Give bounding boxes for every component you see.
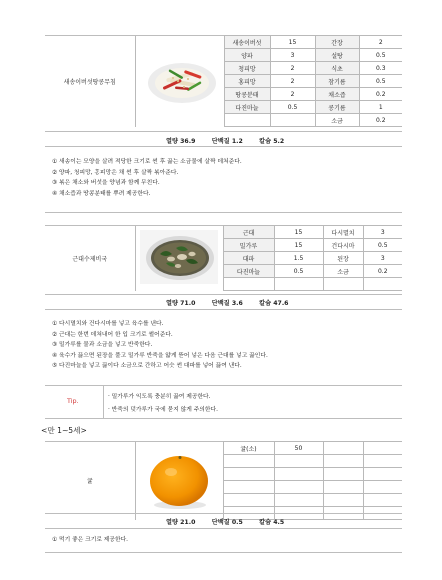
tip-divider: [103, 386, 104, 419]
step-item: ④ 채소즙과 땅콩분태를 뿌려 제공한다.: [52, 190, 151, 197]
step-item: ③ 밀가루를 물과 소금을 넣고 반죽한다.: [52, 342, 153, 349]
seasoning-name: [323, 481, 363, 494]
seasoning-amount: 0.2: [359, 114, 402, 127]
recipe1-steps: [52, 157, 242, 199]
kcal-value: 36.9: [180, 138, 196, 145]
ingredient-amount: 50: [274, 442, 323, 455]
kcal-label: 열량: [166, 519, 178, 526]
soup-photo: [140, 230, 218, 284]
recipe2-tip-box: [45, 385, 402, 419]
table-row: [45, 226, 402, 239]
dish-photo-cell: [135, 36, 224, 127]
ingredient-amount: [270, 114, 315, 127]
ingredient-amount: 3: [270, 49, 315, 62]
protein-value: 3.6: [231, 300, 243, 307]
seasoning-amount: [363, 481, 402, 494]
ingredient-name: 청피망: [224, 62, 270, 75]
step-item: ① 다시멸치와 건다시마를 넣고 육수를 낸다.: [52, 321, 164, 327]
seasoning-name: [323, 494, 363, 507]
ingredient-name: 새송이버섯: [224, 36, 270, 49]
ingredient-name: 땅콩분태: [224, 88, 270, 101]
step-item: ② 양파, 청피망, 홍피망은 채 썬 후 살짝 볶아준다.: [52, 169, 179, 176]
ingredient-amount: 15: [274, 239, 323, 252]
ingredient-amount: 2: [270, 62, 315, 75]
ingredient-amount: [274, 278, 323, 291]
step-item: ② 근대는 한번 데쳐내어 한 입 크기로 썰어준다.: [52, 331, 173, 338]
ingredient-name: 대파: [223, 252, 274, 265]
calcium-label: 칼슘: [259, 300, 272, 307]
ingredient-amount: 15: [270, 36, 315, 49]
recipe2-steps: [52, 319, 268, 372]
ingredient-amount: 1.5: [274, 252, 323, 265]
ingredient-amount: 15: [274, 226, 323, 239]
seasoning-amount: [363, 442, 402, 455]
ingredient-amount: 2: [270, 88, 315, 101]
seasoning-name: 건다시마: [323, 239, 363, 252]
ingredient-name: [223, 468, 274, 481]
dish-photo-cell: [135, 226, 223, 291]
seasoning-name: 콩기름: [315, 101, 359, 114]
tip-label: Tip.: [67, 397, 79, 405]
ingredient-amount: [274, 455, 323, 468]
seasoning-amount: 1: [359, 101, 402, 114]
recipe3-nutrition: [166, 517, 284, 526]
ingredient-amount: 0.5: [274, 265, 323, 278]
seasoning-amount: 0.5: [359, 75, 402, 88]
seasoning-amount: 0.5: [359, 49, 402, 62]
table-row: [45, 36, 402, 49]
step-item: ① 새송이는 모양을 살려 적당한 크기로 썬 후 끓는 소금물에 살짝 데쳐준다.: [52, 159, 242, 165]
calcium-value: 47.6: [273, 300, 289, 307]
seasoning-amount: [363, 494, 402, 507]
seasoning-name: 소금: [323, 265, 363, 278]
table-row: [45, 442, 402, 455]
ingredient-amount: 2: [270, 75, 315, 88]
seasoning-name: [323, 442, 363, 455]
recipe1-bottom-rule: [45, 212, 402, 213]
kcal-value: 71.0: [180, 300, 196, 307]
ingredient-name: 다진마늘: [223, 265, 274, 278]
seasoning-name: 채소즙: [315, 88, 359, 101]
ingredient-name: 양파: [224, 49, 270, 62]
ingredient-name: [223, 278, 274, 291]
calcium-label: 칼슘: [259, 519, 272, 526]
dish-photo-cell: [135, 442, 223, 520]
kcal-label: 열량: [166, 300, 178, 307]
recipe3-bottom-rule: [45, 552, 402, 553]
seasoning-amount: [363, 455, 402, 468]
calcium-value: 5.2: [273, 138, 285, 145]
recipe3-nutrition-bottom-rule: [45, 528, 402, 529]
step-item: ⑤ 다진마늘을 넣고 끓이다 소금으로 간하고 어슷 썬 대파를 넣어 끓여 낸다.: [52, 363, 242, 370]
kcal-label: 열량: [166, 138, 178, 145]
protein-value: 0.5: [231, 519, 243, 526]
recipe1-nutrition-top-rule: [45, 131, 402, 132]
protein-label: 단백질: [211, 138, 230, 145]
section-title: <만 1~5세>: [41, 426, 87, 435]
seasoning-amount: [363, 278, 402, 291]
seasoning-amount: 3: [363, 226, 402, 239]
dish-name: 새송이버섯땅콩무침: [45, 36, 135, 127]
seasoning-name: 참기름: [315, 75, 359, 88]
protein-value: 1.2: [231, 138, 243, 145]
recipe3-nutrition-top-rule: [45, 513, 402, 514]
ingredient-amount: [274, 468, 323, 481]
calcium-label: 칼슘: [259, 138, 272, 145]
tip-line: · 반죽의 덧가루가 국에 묻지 않게 주의한다.: [108, 407, 218, 413]
step-item: ① 먹기 좋은 크기로 제공한다.: [52, 537, 129, 543]
seasoning-name: [323, 278, 363, 291]
seasoning-amount: 0.3: [359, 62, 402, 75]
protein-label: 단백질: [211, 300, 230, 307]
ingredient-name: [223, 455, 274, 468]
ingredient-name: 다진마늘: [224, 101, 270, 114]
mushroom-salad-photo: [140, 51, 220, 109]
kcal-value: 21.0: [180, 519, 196, 526]
ingredient-name: [224, 114, 270, 127]
seasoning-amount: 0.2: [359, 88, 402, 101]
seasoning-name: 설탕: [315, 49, 359, 62]
dish-name: 귤: [45, 442, 135, 520]
seasoning-name: 식초: [315, 62, 359, 75]
ingredient-amount: [274, 494, 323, 507]
dish-name: 근대수제비국: [45, 226, 135, 291]
ingredient-name: 밀가루: [223, 239, 274, 252]
seasoning-name: [323, 468, 363, 481]
recipe3-table: [45, 441, 402, 520]
ingredient-amount: [274, 481, 323, 494]
calcium-value: 4.5: [273, 519, 285, 526]
recipe2-nutrition-top-rule: [45, 294, 402, 295]
seasoning-amount: 0.2: [363, 265, 402, 278]
step-item: ④ 육수가 끓으면 된장을 풀고 밀가루 반죽을 얇게 뜯어 넣은 다음 근대를 넣고 끓인다.: [52, 352, 268, 359]
recipe2-nutrition-bottom-rule: [45, 309, 402, 310]
seasoning-amount: 2: [359, 36, 402, 49]
recipe2-nutrition: [166, 298, 289, 307]
seasoning-name: [323, 455, 363, 468]
seasoning-name: 간장: [315, 36, 359, 49]
ingredient-amount: 0.5: [270, 101, 315, 114]
seasoning-name: 된장: [323, 252, 363, 265]
step-item: ③ 볶은 채소와 버섯을 양념과 함께 무친다.: [52, 180, 160, 187]
seasoning-amount: 3: [363, 252, 402, 265]
ingredient-name: 귤(소): [223, 442, 274, 455]
recipe3-steps: [52, 535, 128, 546]
ingredient-name: [223, 494, 274, 507]
ingredient-name: 홍피망: [224, 75, 270, 88]
seasoning-amount: [363, 468, 402, 481]
seasoning-amount: 0.5: [363, 239, 402, 252]
tangerine-photo: [144, 449, 214, 511]
seasoning-name: 소금: [315, 114, 359, 127]
recipe1-table: [45, 35, 402, 127]
ingredient-name: 근대: [223, 226, 274, 239]
recipe1-nutrition-bottom-rule: [45, 146, 402, 147]
ingredient-name: [223, 481, 274, 494]
tip-line: · 밀가루가 익도록 충분히 끓여 제공한다.: [108, 394, 211, 400]
recipe2-table: [45, 225, 402, 291]
seasoning-name: 다시멸치: [323, 226, 363, 239]
protein-label: 단백질: [211, 519, 230, 526]
recipe1-nutrition: [166, 136, 284, 145]
